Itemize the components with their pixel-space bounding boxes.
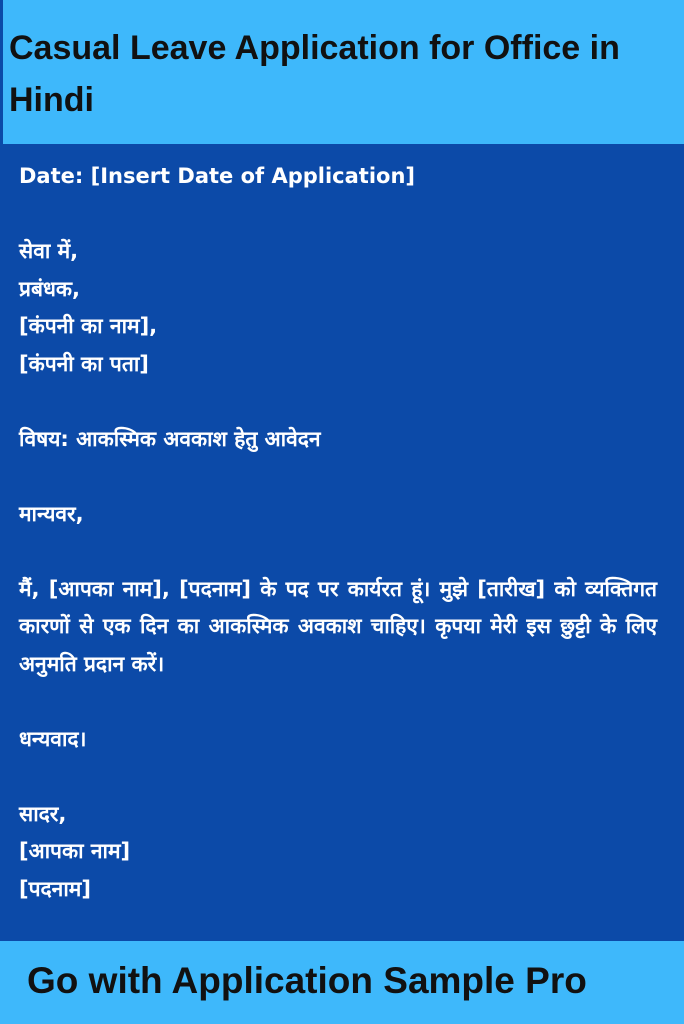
recipient-salutation: सेवा में, (19, 239, 79, 263)
spacer (19, 196, 657, 234)
recipient-company-name: [कंपनी का नाम], (19, 314, 158, 338)
thanks-line: धन्यवाद। (19, 726, 87, 751)
footer-text: Go with Application Sample Pro (27, 960, 587, 1001)
spacer (19, 458, 657, 496)
page-title: Casual Leave Application for Office in Hindi (9, 29, 620, 119)
footer-banner (0, 941, 684, 1024)
closing-line: सादर, (19, 801, 67, 826)
date-line: Date: [Insert Date of Application] (19, 164, 416, 188)
sender-designation: [पदनाम] (19, 876, 91, 901)
header-banner (0, 0, 684, 144)
letter-panel (0, 144, 684, 941)
spacer (19, 533, 657, 571)
subject-line: विषय: आकस्मिक अवकाश हेतु आवेदन (19, 426, 321, 451)
spacer (19, 758, 657, 796)
greeting-line: मान्यवर, (19, 501, 84, 526)
body-paragraph: मैं, [आपका नाम], [पदनाम] के पद पर कार्यरत हूं। मुझे [तारीख] को व्यक्तिगत कारणों से एक दिन का आकस्मिक अवकाश चाहिए। कृपया मेरी इस छुट्टी के लिए अनुमति प्रदान करें। (19, 576, 657, 676)
recipient-designation: प्रबंधक, (19, 276, 80, 301)
sender-name: [आपका नाम] (19, 839, 131, 863)
spacer (19, 683, 657, 721)
recipient-company-address: [कंपनी का पता] (19, 351, 149, 376)
letter-body (19, 158, 657, 908)
spacer (19, 383, 657, 421)
